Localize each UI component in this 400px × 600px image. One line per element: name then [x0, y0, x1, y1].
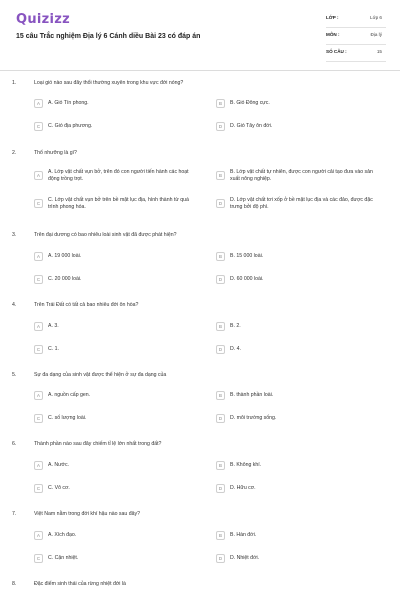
question-number: 8. — [12, 581, 17, 587]
meta-value: Địa lý — [370, 32, 382, 37]
option-letter-box: C — [34, 345, 43, 354]
worksheet-title: 15 câu Trắc nghiệm Địa lý 6 Cánh diều Bài 23 có đáp án — [16, 33, 201, 40]
question-number: 2. — [12, 150, 17, 156]
option-text: A. Lớp vật chất vụn bở, trên đó con người tiến hành các hoạt động trồng trọt. — [48, 169, 189, 183]
option-text: A. Nước. — [48, 462, 69, 468]
question-6 — [12, 441, 388, 501]
option-text: D. Nhiệt đới. — [230, 555, 260, 561]
option-text: C. Gió địa phương. — [48, 123, 93, 129]
option-letter-box: B — [216, 99, 225, 108]
question-number: 4. — [12, 302, 17, 308]
option-text: B. Lớp vật chất tự nhiên, được con người cải tạo đưa vào sản xuất nông nghiệp. — [230, 169, 373, 183]
question-text: Trên Trái Đất có tất cả bao nhiêu đới ôn hòa? — [34, 302, 139, 308]
option-text: B. Không khí. — [230, 462, 262, 468]
meta-label: LỚP : — [326, 15, 339, 20]
meta-label: SỐ CÂU : — [326, 49, 347, 54]
option-text: A. 19 000 loài. — [48, 253, 82, 259]
option-letter-box: A — [34, 531, 43, 540]
option-letter-box: D — [216, 345, 225, 354]
option-letter-box: A — [34, 171, 43, 180]
option-text: C. 20 000 loài. — [48, 276, 82, 282]
question-3 — [12, 232, 388, 292]
option-text: D. 60 000 loài. — [230, 276, 264, 282]
question-number: 6. — [12, 441, 17, 447]
option-text: C. Vô cơ. — [48, 485, 70, 491]
question-number: 3. — [12, 232, 17, 238]
meta-label: MÔN : — [326, 32, 340, 37]
question-number: 5. — [12, 372, 17, 378]
option-letter-box: A — [34, 461, 43, 470]
option-letter-box: C — [34, 275, 43, 284]
option-text: D. 4. — [230, 346, 241, 352]
option-text: B. 15 000 loài. — [230, 253, 264, 259]
option-text: D. Lớp vật chất tơi xốp ở bề mặt lục địa và các đảo, được đặc trưng bởi độ phì. — [230, 197, 373, 211]
option-letter-box: B — [216, 171, 225, 180]
option-letter-box: D — [216, 484, 225, 493]
question-number: 7. — [12, 511, 17, 517]
question-text: Đặc điểm sinh thái của rừng nhiệt đới là — [34, 581, 126, 587]
option-letter-box: C — [34, 414, 43, 423]
option-text: B. 2. — [230, 323, 241, 329]
question-text: Trên đại dương có bao nhiêu loài sinh vật đã được phát hiện? — [34, 232, 177, 238]
header-divider — [0, 70, 400, 71]
option-text: D. môi trường sống. — [230, 415, 277, 421]
meta-row-count — [326, 46, 386, 62]
question-text: Sự đa dạng của sinh vật được thể hiện ở sự đa dạng của — [34, 372, 167, 378]
option-letter-box: A — [34, 99, 43, 108]
option-text: A. nguồn cấp gen. — [48, 392, 91, 398]
option-letter-box: B — [216, 322, 225, 331]
question-8 — [12, 581, 388, 595]
option-letter-box: D — [216, 199, 225, 208]
question-7 — [12, 511, 388, 571]
question-text: Việt Nam nằm trong đới khí hậu nào sau đây? — [34, 511, 140, 517]
meta-row-subject — [326, 29, 386, 45]
option-text: B. thành phần loài. — [230, 392, 274, 398]
option-text: B. Hàn đới. — [230, 532, 257, 538]
option-text: C. Cận nhiệt. — [48, 555, 79, 561]
question-text: Loại gió nào sau đây thổi thường xuyên trong khu vực đới nóng? — [34, 80, 184, 86]
option-letter-box: D — [216, 414, 225, 423]
meta-value: Lớp 6 — [370, 15, 382, 20]
option-letter-box: D — [216, 122, 225, 131]
meta-panel — [326, 12, 386, 63]
option-letter-box: C — [34, 199, 43, 208]
question-4 — [12, 302, 388, 362]
option-text: C. 1. — [48, 346, 59, 352]
meta-value: 15 — [376, 49, 382, 54]
question-text: Thành phần nào sau đây chiếm tỉ lệ lớn nhất trong đất? — [34, 441, 162, 447]
option-letter-box: B — [216, 391, 225, 400]
worksheet-header — [16, 12, 386, 68]
option-text: A. 3. — [48, 323, 59, 329]
question-2 — [12, 150, 388, 222]
option-text: D. Gió Tây ôn đới. — [230, 123, 273, 129]
question-5 — [12, 372, 388, 432]
option-letter-box: D — [216, 554, 225, 563]
option-letter-box: A — [34, 391, 43, 400]
option-letter-box: B — [216, 252, 225, 261]
option-letter-box: B — [216, 531, 225, 540]
question-number: 1. — [12, 80, 17, 86]
option-text: C. Lớp vật chất vụn bở trên bề mặt lục địa, hình thành từ quá trình phong hóa. — [48, 197, 189, 211]
option-letter-box: C — [34, 484, 43, 493]
option-text: D. Hữu cơ. — [230, 485, 256, 491]
question-1 — [12, 80, 388, 140]
meta-row-class — [326, 12, 386, 28]
option-text: B. Gió Đông cực. — [230, 100, 270, 106]
option-text: A. Gió Tín phong. — [48, 100, 89, 106]
option-letter-box: A — [34, 322, 43, 331]
question-text: Thổ nhưỡng là gì? — [34, 150, 77, 156]
option-letter-box: C — [34, 122, 43, 131]
option-text: C. số lượng loài. — [48, 415, 87, 421]
option-text: A. Xích đạo. — [48, 532, 77, 538]
quizizz-logo: Quizizz — [16, 12, 71, 27]
option-letter-box: D — [216, 275, 225, 284]
option-letter-box: B — [216, 461, 225, 470]
option-letter-box: A — [34, 252, 43, 261]
option-letter-box: C — [34, 554, 43, 563]
